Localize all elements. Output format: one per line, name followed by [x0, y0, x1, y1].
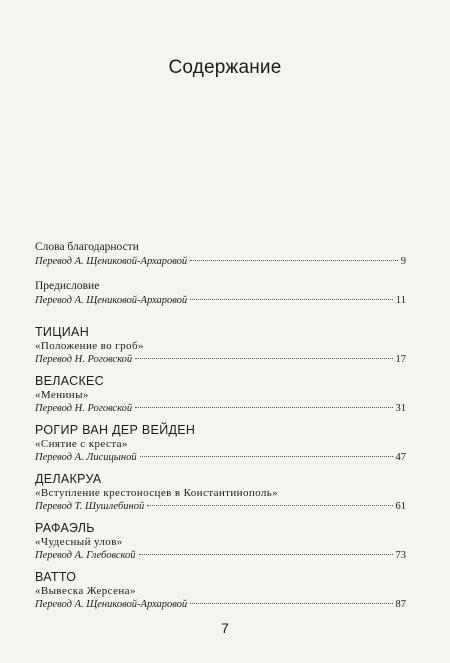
- dot-leader: [190, 260, 398, 261]
- entry-page-number: 17: [395, 354, 406, 365]
- entry-line: [35, 500, 406, 514]
- page-number: 7: [221, 620, 229, 636]
- entry-translator: Перевод А. Щениковой-Архаровой: [35, 295, 188, 306]
- entry-translator: Перевод А. Щениковой-Архаровой: [35, 256, 188, 267]
- entry-heading: ВАТТО: [35, 570, 77, 584]
- entry-heading: Предисловие: [35, 280, 100, 292]
- entry-translator: Перевод А. Глебовской: [35, 550, 136, 561]
- toc-entry: [35, 570, 406, 612]
- entry-page-number: 31: [395, 403, 406, 414]
- toc-entry: [35, 374, 406, 416]
- entry-line: [35, 353, 406, 367]
- entry-heading: Слова благодарности: [35, 241, 139, 253]
- entry-translator: Перевод А. Щениковой-Архаровой: [35, 599, 188, 610]
- page-title: Содержание: [168, 57, 282, 78]
- entry-page-number: 87: [395, 599, 406, 610]
- entry-translator: Перевод А. Лисицыной: [35, 452, 137, 463]
- entry-page-number: 47: [395, 452, 406, 463]
- entry-work-title: «Чудесный улов»: [35, 536, 123, 548]
- entry-line: [35, 294, 406, 308]
- entry-page-number: 11: [395, 295, 406, 306]
- toc-entry: [35, 240, 406, 269]
- dot-leader: [135, 407, 392, 408]
- entry-work-title: «Вывеска Жерсена»: [35, 585, 136, 597]
- entry-work-title: «Вступление крестоносцев в Константинополь»: [35, 487, 279, 499]
- dot-leader: [140, 456, 393, 457]
- entry-translator: Перевод Н. Роговской: [35, 354, 133, 365]
- entry-work-title: «Менины»: [35, 389, 89, 401]
- entry-work-title: «Положение во гроб»: [35, 340, 144, 352]
- table-of-contents: [35, 240, 406, 612]
- toc-entry: [35, 521, 406, 563]
- entry-page-number: 73: [395, 550, 406, 561]
- entry-heading: РОГИР ВАН ДЕР ВЕЙДЕН: [35, 423, 196, 437]
- entry-work-title: «Снятие с креста»: [35, 438, 128, 450]
- dot-leader: [147, 505, 392, 506]
- entry-line: [35, 598, 406, 612]
- dot-leader: [190, 603, 392, 604]
- toc-entry: [35, 325, 406, 367]
- dot-leader: [139, 554, 393, 555]
- dot-leader: [135, 358, 392, 359]
- entry-translator: Перевод Т. Шушлебиной: [35, 501, 145, 512]
- entry-line: [35, 549, 406, 563]
- entry-page-number: 61: [395, 501, 406, 512]
- entry-line: [35, 402, 406, 416]
- toc-entry: [35, 423, 406, 465]
- entry-heading: ТИЦИАН: [35, 325, 90, 339]
- entry-heading: РАФАЭЛЬ: [35, 521, 95, 535]
- toc-entry: [35, 472, 406, 514]
- dot-leader: [190, 299, 393, 300]
- entry-line: [35, 451, 406, 465]
- entry-heading: ВЕЛАСКЕС: [35, 374, 105, 388]
- entry-page-number: 9: [400, 256, 406, 267]
- entry-heading: ДЕЛАКРУА: [35, 472, 102, 486]
- entry-translator: Перевод Н. Роговской: [35, 403, 133, 414]
- toc-entry: [35, 279, 406, 308]
- entry-line: [35, 255, 406, 269]
